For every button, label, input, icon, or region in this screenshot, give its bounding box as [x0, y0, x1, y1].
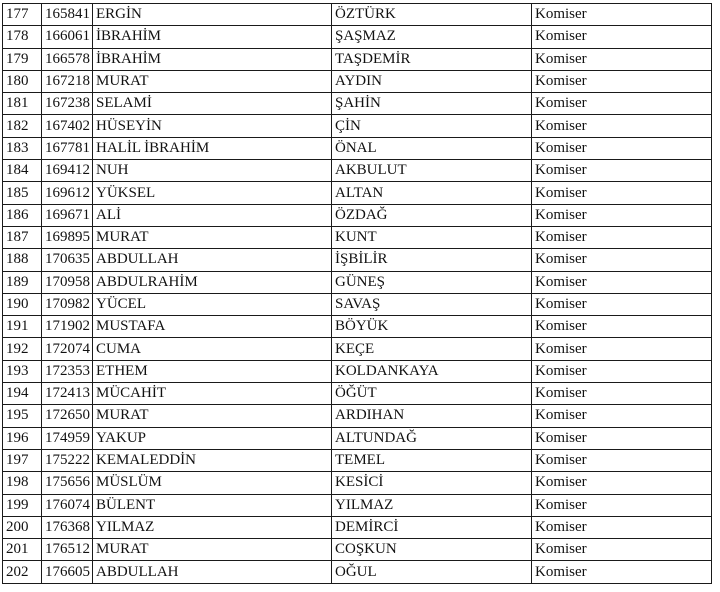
first-name-cell: MURAT: [93, 539, 332, 561]
registry-number-cell: 172413: [42, 383, 93, 405]
table-row: [3, 293, 712, 315]
first-name-cell: YÜCEL: [93, 293, 332, 315]
row-number-cell: 177: [3, 4, 42, 26]
rank-cell: Komiser: [532, 539, 712, 561]
last-name-cell: ALTUNDAĞ: [332, 427, 532, 449]
last-name-cell: BÖYÜK: [332, 316, 532, 338]
first-name-cell: ERGİN: [93, 4, 332, 26]
first-name-cell: KEMALEDDİN: [93, 449, 332, 471]
rank-cell: Komiser: [532, 427, 712, 449]
row-number-cell: 197: [3, 449, 42, 471]
table-row: [3, 70, 712, 92]
first-name-cell: NUH: [93, 160, 332, 182]
rank-cell: Komiser: [532, 70, 712, 92]
last-name-cell: TAŞDEMİR: [332, 48, 532, 70]
first-name-cell: HÜSEYİN: [93, 115, 332, 137]
table-row: [3, 383, 712, 405]
last-name-cell: KEÇE: [332, 338, 532, 360]
rank-cell: Komiser: [532, 249, 712, 271]
rank-cell: Komiser: [532, 4, 712, 26]
table-row: [3, 271, 712, 293]
registry-number-cell: 167402: [42, 115, 93, 137]
table-body: [3, 4, 712, 584]
first-name-cell: HALİL İBRAHİM: [93, 137, 332, 159]
table-row: [3, 539, 712, 561]
first-name-cell: ABDULRAHİM: [93, 271, 332, 293]
rank-cell: Komiser: [532, 137, 712, 159]
table-row: [3, 26, 712, 48]
rank-cell: Komiser: [532, 561, 712, 583]
row-number-cell: 186: [3, 204, 42, 226]
table-row: [3, 182, 712, 204]
row-number-cell: 194: [3, 383, 42, 405]
row-number-cell: 199: [3, 494, 42, 516]
rank-cell: Komiser: [532, 449, 712, 471]
table-row: [3, 48, 712, 70]
rank-cell: Komiser: [532, 204, 712, 226]
table-row: [3, 4, 712, 26]
registry-number-cell: 167238: [42, 93, 93, 115]
last-name-cell: ÖZTÜRK: [332, 4, 532, 26]
table-row: [3, 115, 712, 137]
table-row: [3, 137, 712, 159]
row-number-cell: 187: [3, 226, 42, 248]
last-name-cell: KESİCİ: [332, 472, 532, 494]
rank-cell: Komiser: [532, 160, 712, 182]
row-number-cell: 179: [3, 48, 42, 70]
registry-number-cell: 165841: [42, 4, 93, 26]
rank-cell: Komiser: [532, 182, 712, 204]
row-number-cell: 181: [3, 93, 42, 115]
first-name-cell: YAKUP: [93, 427, 332, 449]
last-name-cell: TEMEL: [332, 449, 532, 471]
registry-number-cell: 176368: [42, 516, 93, 538]
first-name-cell: MÜCAHİT: [93, 383, 332, 405]
first-name-cell: MURAT: [93, 405, 332, 427]
registry-number-cell: 169412: [42, 160, 93, 182]
rank-cell: Komiser: [532, 472, 712, 494]
last-name-cell: ARDIHAN: [332, 405, 532, 427]
row-number-cell: 198: [3, 472, 42, 494]
rank-cell: Komiser: [532, 516, 712, 538]
rank-cell: Komiser: [532, 26, 712, 48]
registry-number-cell: 175656: [42, 472, 93, 494]
row-number-cell: 189: [3, 271, 42, 293]
rank-cell: Komiser: [532, 48, 712, 70]
last-name-cell: ALTAN: [332, 182, 532, 204]
first-name-cell: MURAT: [93, 226, 332, 248]
last-name-cell: ÇİN: [332, 115, 532, 137]
registry-number-cell: 169671: [42, 204, 93, 226]
registry-number-cell: 169895: [42, 226, 93, 248]
rank-cell: Komiser: [532, 271, 712, 293]
first-name-cell: MURAT: [93, 70, 332, 92]
table-row: [3, 472, 712, 494]
table-row: [3, 405, 712, 427]
registry-number-cell: 167218: [42, 70, 93, 92]
table-row: [3, 449, 712, 471]
last-name-cell: KUNT: [332, 226, 532, 248]
rank-cell: Komiser: [532, 383, 712, 405]
last-name-cell: SAVAŞ: [332, 293, 532, 315]
registry-number-cell: 175222: [42, 449, 93, 471]
registry-number-cell: 176074: [42, 494, 93, 516]
row-number-cell: 202: [3, 561, 42, 583]
table-row: [3, 93, 712, 115]
registry-number-cell: 170958: [42, 271, 93, 293]
row-number-cell: 185: [3, 182, 42, 204]
last-name-cell: ÖĞÜT: [332, 383, 532, 405]
rank-cell: Komiser: [532, 226, 712, 248]
registry-number-cell: 166061: [42, 26, 93, 48]
first-name-cell: İBRAHİM: [93, 26, 332, 48]
registry-number-cell: 172650: [42, 405, 93, 427]
last-name-cell: GÜNEŞ: [332, 271, 532, 293]
row-number-cell: 190: [3, 293, 42, 315]
last-name-cell: OĞUL: [332, 561, 532, 583]
table-row: [3, 494, 712, 516]
registry-number-cell: 170635: [42, 249, 93, 271]
registry-number-cell: 167781: [42, 137, 93, 159]
row-number-cell: 200: [3, 516, 42, 538]
first-name-cell: ABDULLAH: [93, 249, 332, 271]
last-name-cell: COŞKUN: [332, 539, 532, 561]
last-name-cell: İŞBİLİR: [332, 249, 532, 271]
registry-number-cell: 170982: [42, 293, 93, 315]
rank-cell: Komiser: [532, 405, 712, 427]
registry-number-cell: 166578: [42, 48, 93, 70]
row-number-cell: 180: [3, 70, 42, 92]
last-name-cell: ŞAŞMAZ: [332, 26, 532, 48]
last-name-cell: YILMAZ: [332, 494, 532, 516]
rank-cell: Komiser: [532, 115, 712, 137]
rank-cell: Komiser: [532, 360, 712, 382]
row-number-cell: 193: [3, 360, 42, 382]
row-number-cell: 184: [3, 160, 42, 182]
row-number-cell: 201: [3, 539, 42, 561]
rank-cell: Komiser: [532, 494, 712, 516]
table-row: [3, 316, 712, 338]
registry-number-cell: 171902: [42, 316, 93, 338]
rank-cell: Komiser: [532, 338, 712, 360]
row-number-cell: 188: [3, 249, 42, 271]
row-number-cell: 192: [3, 338, 42, 360]
first-name-cell: CUMA: [93, 338, 332, 360]
first-name-cell: BÜLENT: [93, 494, 332, 516]
first-name-cell: MÜSLÜM: [93, 472, 332, 494]
last-name-cell: ÖNAL: [332, 137, 532, 159]
row-number-cell: 195: [3, 405, 42, 427]
first-name-cell: ABDULLAH: [93, 561, 332, 583]
first-name-cell: SELAMİ: [93, 93, 332, 115]
registry-number-cell: 169612: [42, 182, 93, 204]
row-number-cell: 182: [3, 115, 42, 137]
last-name-cell: ŞAHİN: [332, 93, 532, 115]
table-row: [3, 427, 712, 449]
registry-number-cell: 172074: [42, 338, 93, 360]
first-name-cell: ALİ: [93, 204, 332, 226]
first-name-cell: İBRAHİM: [93, 48, 332, 70]
registry-number-cell: 176512: [42, 539, 93, 561]
first-name-cell: YILMAZ: [93, 516, 332, 538]
last-name-cell: ÖZDAĞ: [332, 204, 532, 226]
table-row: [3, 516, 712, 538]
row-number-cell: 183: [3, 137, 42, 159]
registry-number-cell: 174959: [42, 427, 93, 449]
row-number-cell: 178: [3, 26, 42, 48]
table-row: [3, 360, 712, 382]
first-name-cell: ETHEM: [93, 360, 332, 382]
rank-cell: Komiser: [532, 316, 712, 338]
table-row: [3, 561, 712, 583]
rank-cell: Komiser: [532, 93, 712, 115]
rank-cell: Komiser: [532, 293, 712, 315]
table-row: [3, 160, 712, 182]
last-name-cell: DEMİRCİ: [332, 516, 532, 538]
row-number-cell: 196: [3, 427, 42, 449]
table-row: [3, 226, 712, 248]
table-row: [3, 249, 712, 271]
personnel-table: [2, 3, 712, 584]
last-name-cell: AYDIN: [332, 70, 532, 92]
table-row: [3, 338, 712, 360]
table-row: [3, 204, 712, 226]
last-name-cell: KOLDANKAYA: [332, 360, 532, 382]
registry-number-cell: 172353: [42, 360, 93, 382]
last-name-cell: AKBULUT: [332, 160, 532, 182]
row-number-cell: 191: [3, 316, 42, 338]
first-name-cell: YÜKSEL: [93, 182, 332, 204]
registry-number-cell: 176605: [42, 561, 93, 583]
first-name-cell: MUSTAFA: [93, 316, 332, 338]
